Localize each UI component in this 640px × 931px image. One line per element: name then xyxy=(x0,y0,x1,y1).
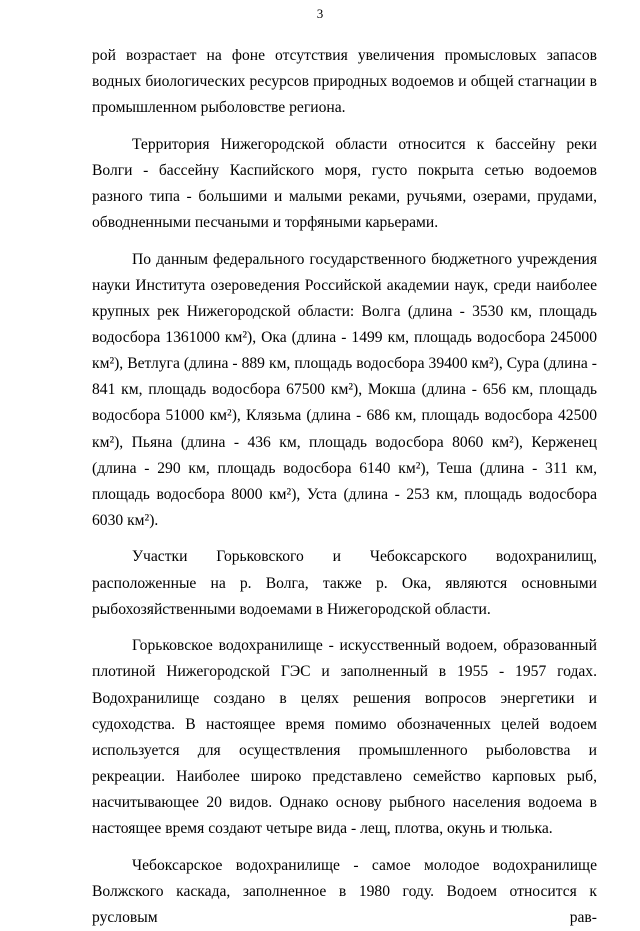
paragraph-rivers: По данным федерального государственного бюджетного учреждения науки Института озероведения Российской академии наук, среди наиболее крупных рек Нижегородской области: Волга (длина - 3530 км, площадь водосбора 1361000 км²), Ока (длина - 1499 км, площадь водосбора 245000 км²), Ветлуга (длина - 889 км, площадь водосбора 39400 км²), Сура (длина - 841 км, площадь водосбора 67500 км²), Мокша (длина - 656 км, площадь водосбора 51000 км²), Клязьма (длина - 686 км, площадь водосбора 42500 км²), Пьяна (длина - 436 км, площадь водосбора 8060 км²), Керженец (длина - 290 км, площадь водосбора 6140 км²), Теша (длина - 311 км, площадь водосбора 8000 км²), Уста (длина - 253 км, площадь водосбора 6030 км²). xyxy=(92,250,597,529)
paragraph-continuation: рой возрастает на фоне отсутствия увеличения промысловых запасов водных биологических ресурсов природных водоемов и общей стагнации в промышленном рыболовстве региона. xyxy=(92,47,597,117)
paragraph-gorky-reservoir: Горьковское водохранилище - искусственный водоем, образованный плотиной Нижегородской ГЭС и заполненный в 1955 - 1957 годах. Водохранилище создано в целях решения вопросов энергетики и судоходства. В настоящее время помимо обозначенных целей водоем используется для осуществления промышленного рыболовства и рекреации. Наиболее широко представлено семейство карповых рыб, насчитывающее 20 видов. Однако основу рыбного населения водоема в настоящее время создают четыре вида - лещ, плотва, окунь и тюлька. xyxy=(92,637,597,837)
paragraph-reservoirs: Участки Горьковского и Чебоксарского водохранилищ, расположенные на р. Волга, также р. Ока, являются основными рыбохозяйственными водоемами в Нижегородской области. xyxy=(92,548,597,618)
page-number: 3 xyxy=(316,6,324,21)
body-text xyxy=(92,43,597,931)
paragraph-territory: Территория Нижегородской области относится к бассейну реки Волги - бассейну Каспийского моря, густо покрыта сетью водоемов разного типа - большими и малыми реками, ручьями, озерами, прудами, обводненными песчаными и торфяными карьерами. xyxy=(92,135,597,232)
paragraph-cheboksary-reservoir: Чебоксарское водохранилище - самое молодое водохранилище Волжского каскада, заполненное в 1980 году. Водоем относится к русловым рав- xyxy=(92,856,597,926)
